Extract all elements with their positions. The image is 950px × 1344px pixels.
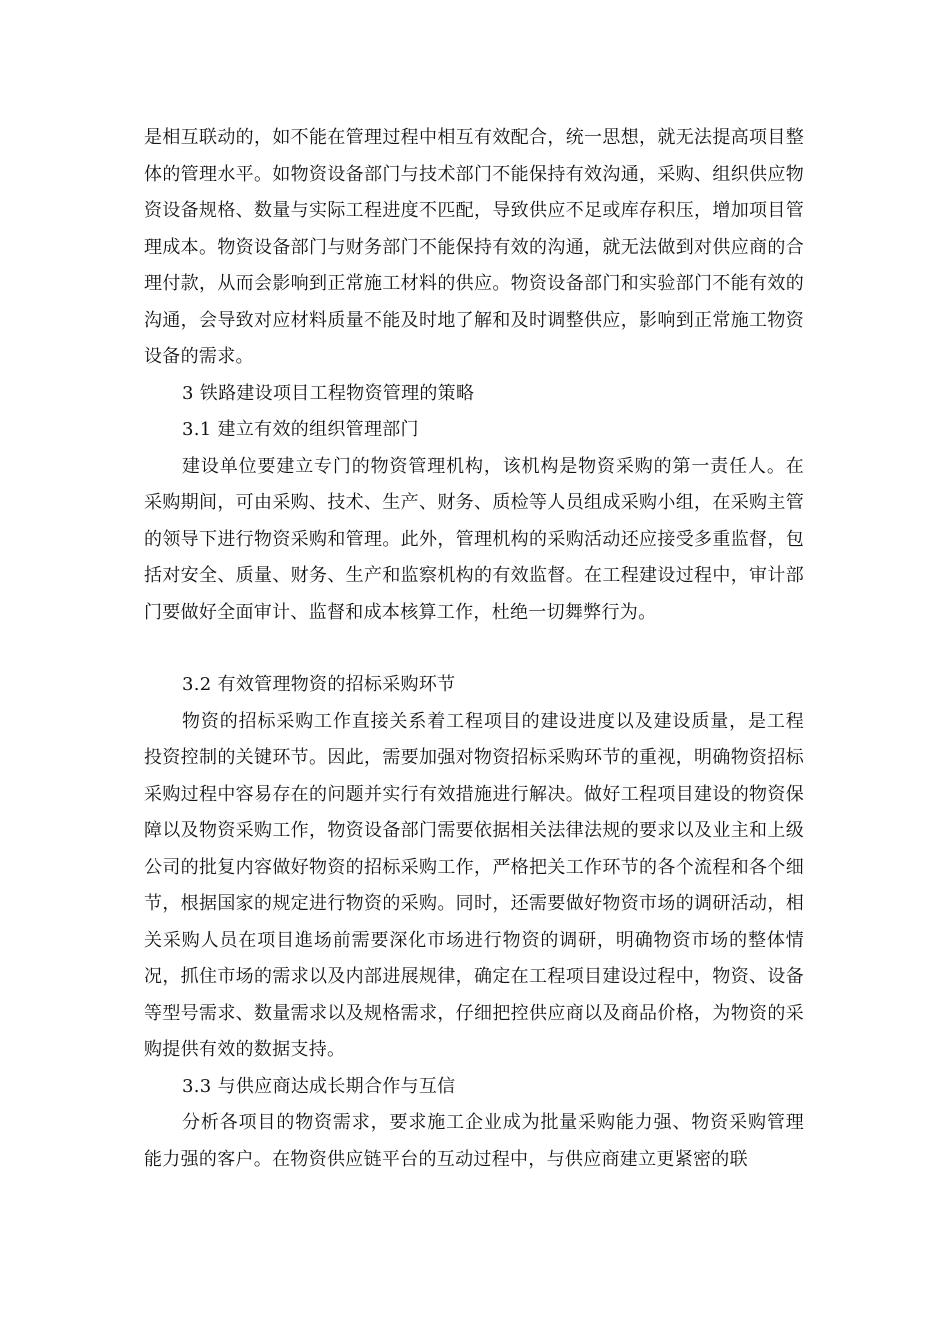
paragraph-3-1: 建设单位要建立专门的物资管理机构，该机构是物资采购的第一责任人。在采购期间，可由采购、技术、生产、财务、质检等人员组成采购小组，在采购主管的领导下进行物资采购和管理。此外，管理机构的采购活动还应接受多重监督，包括对安全、质量、财务、生产和监察机构的有效监督。在工程建设过程中，审计部门要做好全面审计、监督和成本核算工作，杜绝一切舞弊行为。	[144, 455, 804, 623]
section-heading-3: 3 铁路建设项目工程物资管理的策略	[182, 382, 475, 404]
subsection-heading-3-2: 3.2 有效管理物资的招标采购环节	[182, 674, 456, 695]
paragraph-continuation: 是相互联动的，如不能在管理过程中相互有效配合，统一思想，就无法提高项目整体的管理水平。如物资设备部门与技术部门不能保持有效沟通，采购、组织供应物资设备规格、数量与实际工程进度不匹配，导致供应不足或库存积压，增加项目管理成本。物资设备部门与财务部门不能保持有效的沟通，就无法做到对供应商的合理付款，从而会影响到正常施工材料的供应。物资设备部门和实验部门不能有效的沟通，会导致对应材料质量不能及时地了解和及时调整供应，影响到正常施工物资设备的需求。	[144, 127, 804, 367]
paragraph-3-3: 分析各项目的物资需求，要求施工企业成为批量采购能力强、物资采购管理能力强的客户。在物资供应链平台的互动过程中，与供应商建立更紧密的联	[144, 1112, 804, 1170]
document-body	[144, 120, 804, 1178]
paragraph-3-2: 物资的招标采购工作直接关系着工程项目的建设进度以及建设质量，是工程投资控制的关键环节。因此，需要加强对物资招标采购环节的重视，明确物资招标采购过程中容易存在的问题并实行有效措施进行解决。做好工程项目建设的物资保障以及物资采购工作，物资设备部门需要依据相关法律法规的要求以及业主和上级公司的批复内容做好物资的招标采购工作，严格把关工作环节的各个流程和各个细节，根据国家的规定进行物资的采购。同时，还需要做好物资市场的调研活动，相关采购人员在项目進场前需要深化市场进行物资的调研，明确物资市场的整体情况，抓住市场的需求以及内部进展规律，确定在工程项目建设过程中，物资、设备等型号需求、数量需求以及规格需求，仔细把控供应商以及商品价格，为物资的采购提供有效的数据支持。	[144, 710, 804, 1060]
subsection-heading-3-3: 3.3 与供应商达成长期合作与互信	[182, 1075, 456, 1097]
subsection-heading-3-1: 3.1 建立有效的组织管理部门	[182, 419, 419, 440]
